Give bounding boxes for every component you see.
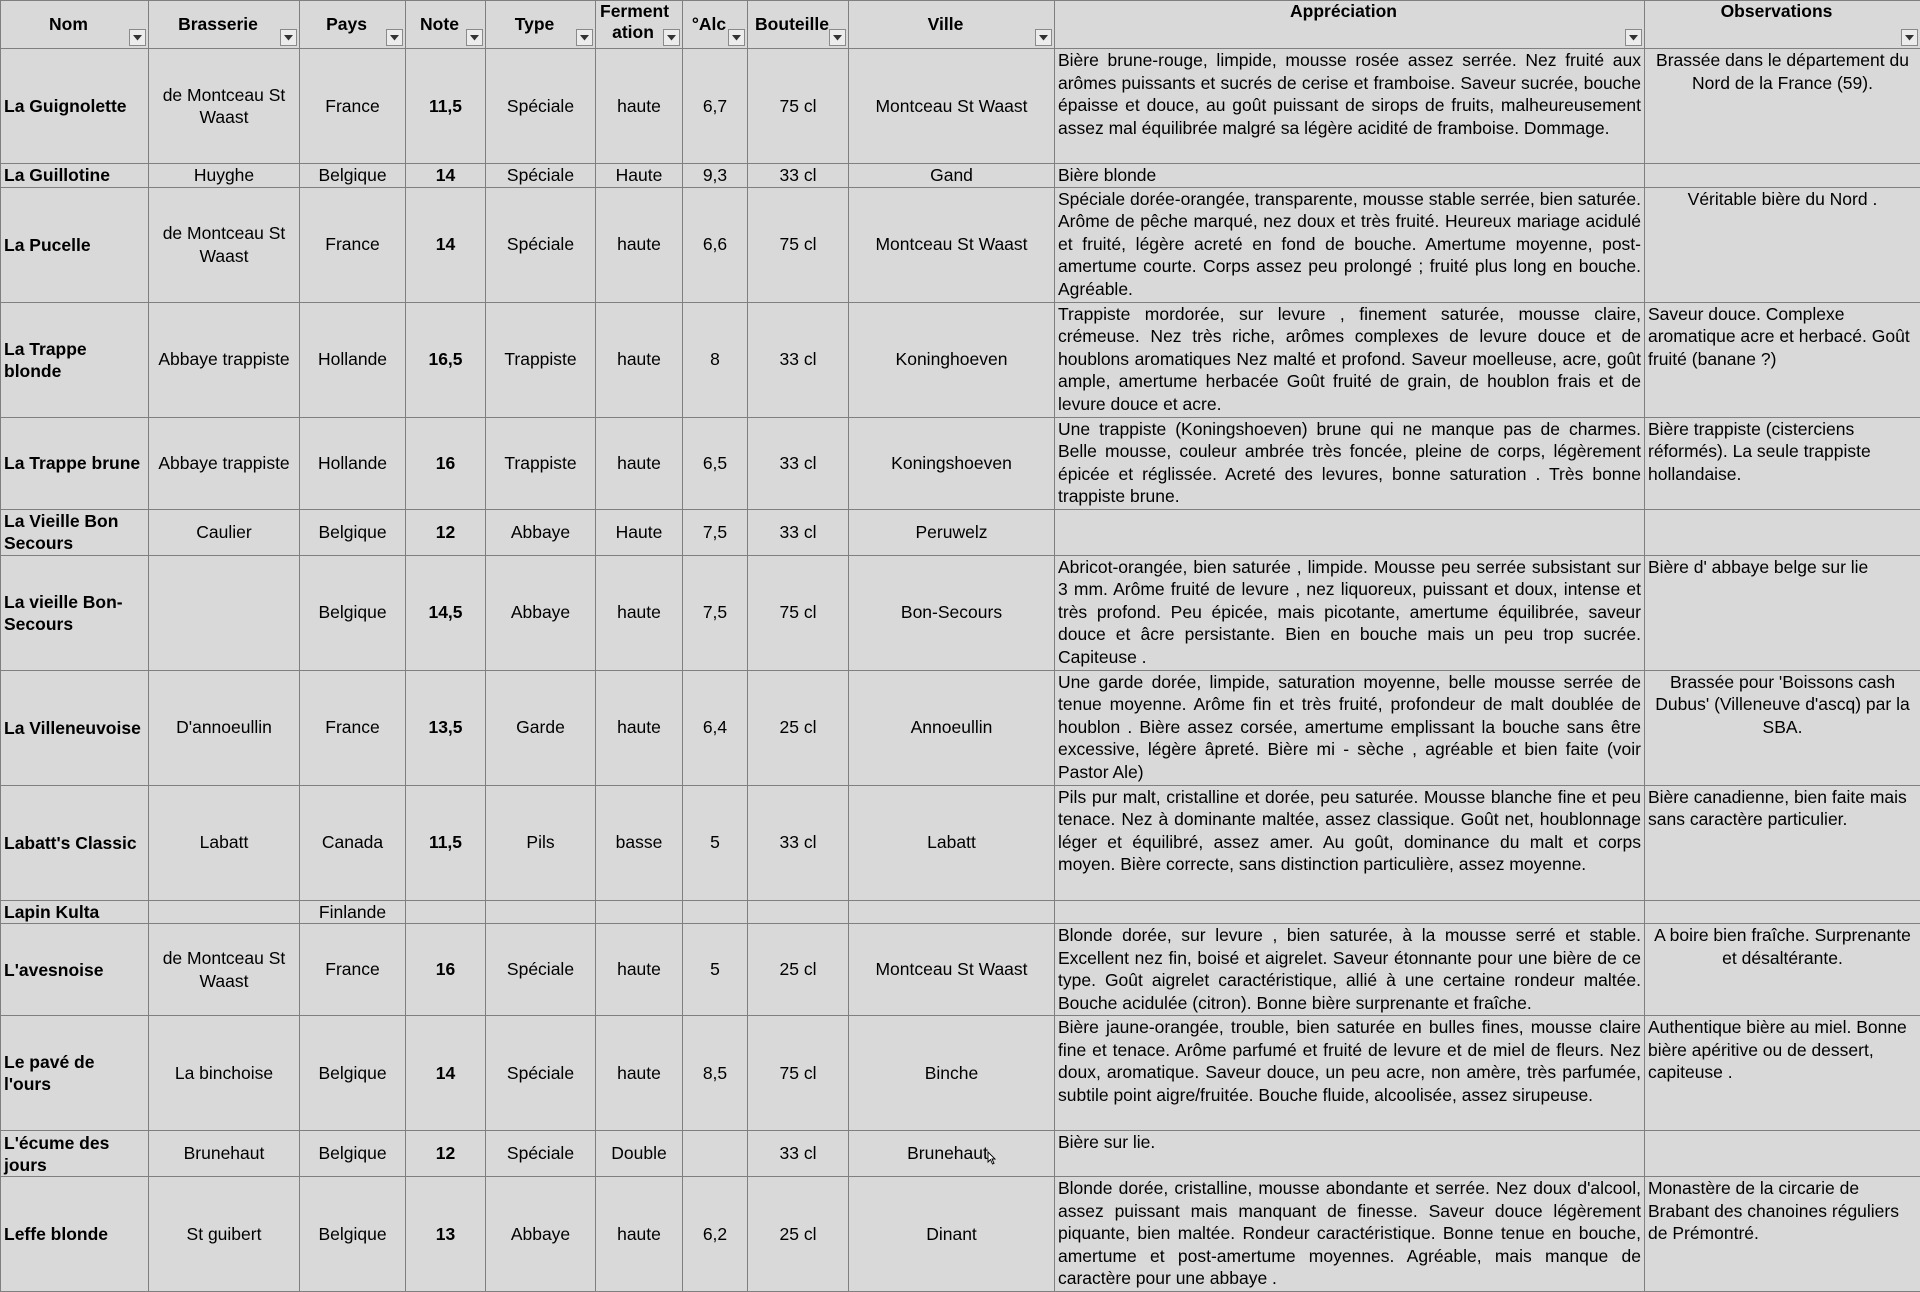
cell-alc[interactable]: 6,2 [683,1177,748,1292]
cell-appreciation[interactable] [1055,900,1645,924]
table-row [1,187,1920,302]
cell-nom[interactable]: La vieille Bon-Secours [1,555,149,670]
table-row [1,900,1920,924]
cell-ville[interactable] [849,900,1055,924]
cell-type[interactable]: Trappiste [486,302,596,417]
cell-bouteille[interactable]: 75 cl [748,187,849,302]
cell-pays[interactable]: Belgique [300,1131,406,1177]
cell-nom[interactable]: L'avesnoise [1,924,149,1016]
cell-note[interactable] [406,900,486,924]
header-note [406,1,486,49]
cell-alc[interactable]: 6,4 [683,670,748,785]
cell-nom[interactable]: La Guignolette [1,49,149,164]
cell-alc[interactable]: 7,5 [683,555,748,670]
cell-nom[interactable]: La Villeneuvoise [1,670,149,785]
cell-type[interactable] [486,900,596,924]
cell-bouteille[interactable]: 25 cl [748,1177,849,1292]
header-label: °Alc [687,14,743,35]
cell-note[interactable]: 14 [406,164,486,188]
chevron-down-icon [133,35,142,41]
cell-type[interactable]: Abbaye [486,1177,596,1292]
cell-type[interactable]: Abbaye [486,555,596,670]
cell-fermentation[interactable]: Haute [596,509,683,555]
table-row [1,164,1920,188]
header-label: Pays [304,14,401,35]
cell-pays[interactable]: Finlande [300,900,406,924]
cell-note[interactable]: 13,5 [406,670,486,785]
cell-observations[interactable]: Véritable bière du Nord . [1645,187,1920,302]
cell-ville[interactable]: Annoeullin [849,670,1055,785]
table-row [1,509,1920,555]
cell-brasserie[interactable]: Brunehaut [149,1131,300,1177]
header-label: Appréciation [1059,1,1640,22]
cell-pays[interactable]: Belgique [300,509,406,555]
filter-dropdown-button[interactable] [663,29,680,46]
cell-appreciation[interactable] [1055,509,1645,555]
cell-nom[interactable]: Labatt's Classic [1,785,149,900]
cell-text: Brunehaut [907,1143,988,1163]
cell-bouteille[interactable]: 75 cl [748,49,849,164]
cell-alc[interactable]: 8 [683,302,748,417]
table-row [1,417,1920,509]
header-pays [300,1,406,49]
chevron-down-icon [580,35,589,41]
cell-note[interactable]: 16,5 [406,302,486,417]
cell-nom[interactable]: Leffe blonde [1,1177,149,1292]
cell-alc[interactable]: 8,5 [683,1016,748,1131]
cell-alc[interactable]: 7,5 [683,509,748,555]
cell-fermentation[interactable]: haute [596,670,683,785]
table-row [1,555,1920,670]
chevron-down-icon [284,35,293,41]
cell-type[interactable]: Spéciale [486,187,596,302]
cell-brasserie[interactable]: Abbaye trappiste [149,302,300,417]
cell-observations[interactable]: Bière d' abbaye belge sur lie [1645,555,1920,670]
cell-type[interactable]: Trappiste [486,417,596,509]
cell-observations[interactable] [1645,900,1920,924]
cell-observations[interactable]: Bière canadienne, bien faite mais sans caractère particulier. [1645,785,1920,900]
cell-note[interactable]: 11,5 [406,49,486,164]
cell-brasserie[interactable]: Abbaye trappiste [149,417,300,509]
cell-ville[interactable]: Labatt [849,785,1055,900]
cell-note[interactable]: 14 [406,1016,486,1131]
cell-ville[interactable]: Bon-Secours [849,555,1055,670]
filter-dropdown-button[interactable] [129,29,146,46]
cell-appreciation[interactable]: Spéciale dorée-orangée, transparente, mousse stable serrée, bien saturée. Arôme de pêche marqué, nez doux et très fruité. Heureux mariage acidulé et fruité, légère acreté en fond de bouche. Amertume moyenne, post-amertume courte. Corps assez peu prolongé ; fruité plus long en bouche. Agréable. [1055,187,1645,302]
cell-observations[interactable]: Brassée pour 'Boissons cash Dubus' (Villeneuve d'ascq) par la SBA. [1645,670,1920,785]
cell-note[interactable]: 16 [406,417,486,509]
cell-pays[interactable]: Belgique [300,164,406,188]
cell-brasserie[interactable]: D'annoeullin [149,670,300,785]
cell-bouteille[interactable]: 33 cl [748,1131,849,1177]
cell-brasserie[interactable]: La binchoise [149,1016,300,1131]
cell-observations[interactable]: Authentique bière au miel. Bonne bière apéritive ou de dessert, capiteuse . [1645,1016,1920,1131]
cell-pays[interactable]: France [300,670,406,785]
cell-appreciation[interactable]: Bière blonde [1055,164,1645,188]
cell-fermentation[interactable]: haute [596,1016,683,1131]
cell-fermentation[interactable]: haute [596,49,683,164]
cell-type[interactable]: Spéciale [486,164,596,188]
cell-type[interactable]: Abbaye [486,509,596,555]
cell-appreciation[interactable]: Abricot-orangée, bien saturée , limpide. Mousse peu serrée subsistant sur 3 mm. Arôme fruité de levure , nez liquoreux, puissant et doux, intense et très profond. Peu épicée, mais picotante, amertume équilibrée, saveur douce et âcre persistante. Bien en bouche mais un peu trop sucrée. Capiteuse . [1055,555,1645,670]
cell-bouteille[interactable]: 75 cl [748,555,849,670]
cell-bouteille[interactable]: 25 cl [748,924,849,1016]
cell-brasserie[interactable]: de Montceau St Waast [149,49,300,164]
cell-alc[interactable]: 6,7 [683,49,748,164]
cell-pays[interactable]: France [300,187,406,302]
header-row [1,1,1920,49]
cell-brasserie[interactable] [149,555,300,670]
cell-type[interactable]: Spéciale [486,1131,596,1177]
cell-ville[interactable]: Peruwelz [849,509,1055,555]
header-label: Bouteille [752,14,844,35]
cell-note[interactable]: 12 [406,1131,486,1177]
cell-type[interactable]: Pils [486,785,596,900]
cell-ville[interactable]: Gand [849,164,1055,188]
cell-alc[interactable]: 9,3 [683,164,748,188]
cell-fermentation[interactable] [596,900,683,924]
cell-nom[interactable]: L'écume des jours [1,1131,149,1177]
cell-alc[interactable] [683,900,748,924]
cell-bouteille[interactable]: 25 cl [748,670,849,785]
cell-observations[interactable] [1645,164,1920,188]
cell-nom[interactable]: La Trappe brune [1,417,149,509]
cell-appreciation[interactable]: Une garde dorée, limpide, saturation moyenne, belle mousse serrée de tenue moyenne. Arôme fin et très fruité, profondeur de malt doublée de houblon . Bière assez corsée, amertume emplissant la bouche sans être excessive, légère âpreté. Bière mi - sèche , agréable et bien faite (voir Pastor Ale) [1055,670,1645,785]
filter-dropdown-button[interactable] [1035,29,1052,46]
chevron-down-icon [732,35,741,41]
header-label: Note [410,14,481,35]
filter-dropdown-button[interactable] [386,29,403,46]
cell-pays[interactable]: Belgique [300,1177,406,1292]
cell-fermentation[interactable]: basse [596,785,683,900]
table-row [1,1177,1920,1292]
cell-appreciation[interactable]: Une trappiste (Koningshoeven) brune qui ne manque pas de charmes. Belle mousse, couleur ambrée très foncée, pleine de corps, légèrement épicée et réglissée. Acreté des levures, bonne saturation . Très bonne trappiste brune. [1055,417,1645,509]
cell-ville[interactable]: Koninghoeven [849,302,1055,417]
cell-nom[interactable]: La Vieille Bon Secours [1,509,149,555]
cell-note[interactable]: 14 [406,187,486,302]
cell-fermentation[interactable]: Double [596,1131,683,1177]
cell-observations[interactable]: Brassée dans le département du Nord de la France (59). [1645,49,1920,164]
header-label: Type [490,14,591,35]
cell-note[interactable]: 11,5 [406,785,486,900]
cell-pays[interactable]: France [300,49,406,164]
cell-observations[interactable]: Saveur douce. Complexe aromatique acre et herbacé. Goût fruité (banane ?) [1645,302,1920,417]
cell-type[interactable]: Spéciale [486,49,596,164]
header-appreciation [1055,1,1645,49]
cell-ville[interactable]: Montceau St Waast [849,49,1055,164]
header-label: Brasserie [153,14,295,35]
chevron-down-icon [833,35,842,41]
header-alc [683,1,748,49]
filter-dropdown-button[interactable] [1625,29,1642,46]
cell-bouteille[interactable]: 33 cl [748,509,849,555]
header-label: Nom [5,14,144,35]
cell-appreciation[interactable]: Blonde dorée, sur levure , bien saturée, à la mousse serré et stable. Excellent nez fin, boisé et aigrelet. Saveur étonnante pour une bière de ce type. Goût aigrelet caractéristique, allié à une certaine rondeur maltée. Bouche acidulée (citron). Bonne bière surprenante et fraîche. [1055,924,1645,1016]
cell-fermentation[interactable]: haute [596,187,683,302]
cell-bouteille[interactable]: 33 cl [748,785,849,900]
cell-observations[interactable]: A boire bien fraîche. Surprenante et désaltérante. [1645,924,1920,1016]
table-row [1,49,1920,164]
header-bouteille [748,1,849,49]
cell-pays[interactable]: Belgique [300,555,406,670]
cell-nom[interactable]: Lapin Kulta [1,900,149,924]
filter-dropdown-button[interactable] [466,29,483,46]
cell-brasserie[interactable]: Labatt [149,785,300,900]
cell-fermentation[interactable]: haute [596,555,683,670]
cell-observations[interactable]: Monastère de la circarie de Brabant des chanoines réguliers de Prémontré. [1645,1177,1920,1292]
cell-ville[interactable]: Montceau St Waast [849,187,1055,302]
filter-dropdown-button[interactable] [576,29,593,46]
cell-brasserie[interactable]: de Montceau St Waast [149,187,300,302]
filter-dropdown-button[interactable] [728,29,745,46]
cell-brasserie[interactable] [149,900,300,924]
cell-bouteille[interactable]: 75 cl [748,1016,849,1131]
header-label: Ville [853,14,1050,35]
cell-alc[interactable]: 5 [683,924,748,1016]
chevron-down-icon [390,35,399,41]
cell-bouteille[interactable]: 33 cl [748,417,849,509]
cell-fermentation[interactable]: haute [596,1177,683,1292]
cell-observations[interactable] [1645,509,1920,555]
cell-ville[interactable]: Montceau St Waast [849,924,1055,1016]
cell-brasserie[interactable]: Caulier [149,509,300,555]
header-observations [1645,1,1920,49]
cell-appreciation[interactable]: Bière brune-rouge, limpide, mousse rosée assez serrée. Nez fruité aux arômes puissants et sucrés de cerise et framboise. Saveur sucrée, bouche épaisse et douce, au goût puissant de sirops de fruits, malheureusement assez mal équilibrée malgré sa légère acidité de framboise. Dommage. [1055,49,1645,164]
table-row [1,302,1920,417]
cell-bouteille[interactable] [748,900,849,924]
cell-alc[interactable]: 6,6 [683,187,748,302]
cell-nom[interactable]: La Guillotine [1,164,149,188]
table-row [1,1131,1920,1177]
table-row [1,1016,1920,1131]
table-row [1,785,1920,900]
cell-note[interactable]: 13 [406,1177,486,1292]
cell-nom[interactable]: La Pucelle [1,187,149,302]
table-row [1,924,1920,1016]
mouse-cursor-icon [986,1148,996,1162]
chevron-down-icon [470,35,479,41]
cell-ville[interactable]: Koningshoeven [849,417,1055,509]
cell-pays[interactable]: Canada [300,785,406,900]
header-label: Ferment ation [600,1,678,43]
cell-appreciation[interactable]: Bière sur lie. [1055,1131,1645,1177]
header-ville [849,1,1055,49]
filter-dropdown-button[interactable] [829,29,846,46]
cell-pays[interactable]: France [300,924,406,1016]
cell-appreciation[interactable]: Pils pur malt, cristalline et dorée, peu saturée. Mousse blanche fine et peu tenace. Nez à dominante maltée, assez classique. Goût net, houblonnage léger et équilibré, assez amer. Au goût, dominance du malt et corps moyen. Bière correcte, sans distinction particulière, assez moyenne. [1055,785,1645,900]
filter-dropdown-button[interactable] [280,29,297,46]
chevron-down-icon [1629,35,1638,41]
cell-brasserie[interactable]: de Montceau St Waast [149,924,300,1016]
cell-observations[interactable]: Bière trappiste (cisterciens réformés). La seule trappiste hollandaise. [1645,417,1920,509]
header-label: Observations [1649,1,1916,22]
cell-pays[interactable]: Hollande [300,302,406,417]
cell-appreciation[interactable]: Trappiste mordorée, sur levure , finement saturée, mousse claire, crémeuse. Nez très riche, arômes complexes de levure douce et de houblons aromatiques Nez malté et profond. Saveur moelleuse, acre, goût ample, amertume herbacée Goût fruité de grain, de houblon frais et de levure douce et acre. [1055,302,1645,417]
cell-observations[interactable] [1645,1131,1920,1177]
cell-fermentation[interactable]: Haute [596,164,683,188]
filter-dropdown-button[interactable] [1901,29,1918,46]
header-fermentation [596,1,683,49]
cell-nom[interactable]: Le pavé de l'ours [1,1016,149,1131]
cell-pays[interactable]: Hollande [300,417,406,509]
cell-nom[interactable]: La Trappe blonde [1,302,149,417]
cell-type[interactable]: Spéciale [486,1016,596,1131]
cell-note[interactable]: 12 [406,509,486,555]
chevron-down-icon [1905,35,1914,41]
cell-fermentation[interactable]: haute [596,417,683,509]
cell-alc[interactable]: 6,5 [683,417,748,509]
header-brasserie [149,1,300,49]
cell-brasserie[interactable]: Huyghe [149,164,300,188]
header-type [486,1,596,49]
chevron-down-icon [667,35,676,41]
cell-ville[interactable]: Dinant [849,1177,1055,1292]
cell-alc[interactable]: 5 [683,785,748,900]
cell-note[interactable]: 16 [406,924,486,1016]
table-body [1,49,1920,1292]
cell-appreciation[interactable]: Blonde dorée, cristalline, mousse abondante et serrée. Nez doux d'alcool, assez puissant mais manquant de finesse. Saveur douce légèrement piquante, bien maltée. Rondeur caractéristique. Bonne tenue en bouche, amertume et post-amertume moyennes. Agréable, mais manque de caractère pour une abbaye . [1055,1177,1645,1292]
table-row [1,670,1920,785]
cell-fermentation[interactable]: haute [596,302,683,417]
cell-pays[interactable]: Belgique [300,1016,406,1131]
cell-alc[interactable] [683,1131,748,1177]
cell-brasserie[interactable]: St guibert [149,1177,300,1292]
cell-ville[interactable] [849,1131,1055,1177]
cell-type[interactable]: Garde [486,670,596,785]
cell-bouteille[interactable]: 33 cl [748,164,849,188]
cell-bouteille[interactable]: 33 cl [748,302,849,417]
header-nom [1,1,149,49]
cell-note[interactable]: 14,5 [406,555,486,670]
cell-ville[interactable]: Binche [849,1016,1055,1131]
cell-type[interactable]: Spéciale [486,924,596,1016]
cell-fermentation[interactable]: haute [596,924,683,1016]
cell-appreciation[interactable]: Bière jaune-orangée, trouble, bien saturée en bulles fines, mousse claire fine et tenace. Arôme parfumé et fruité de levure et de miel de fleurs. Nez doux, aromatique. Saveur douce, un peu acre, non amère, très parfumée, subtile point aigre/fruitée. Bouche fluide, alcoolisée, assez sirupeuse. [1055,1016,1645,1131]
chevron-down-icon [1039,35,1048,41]
